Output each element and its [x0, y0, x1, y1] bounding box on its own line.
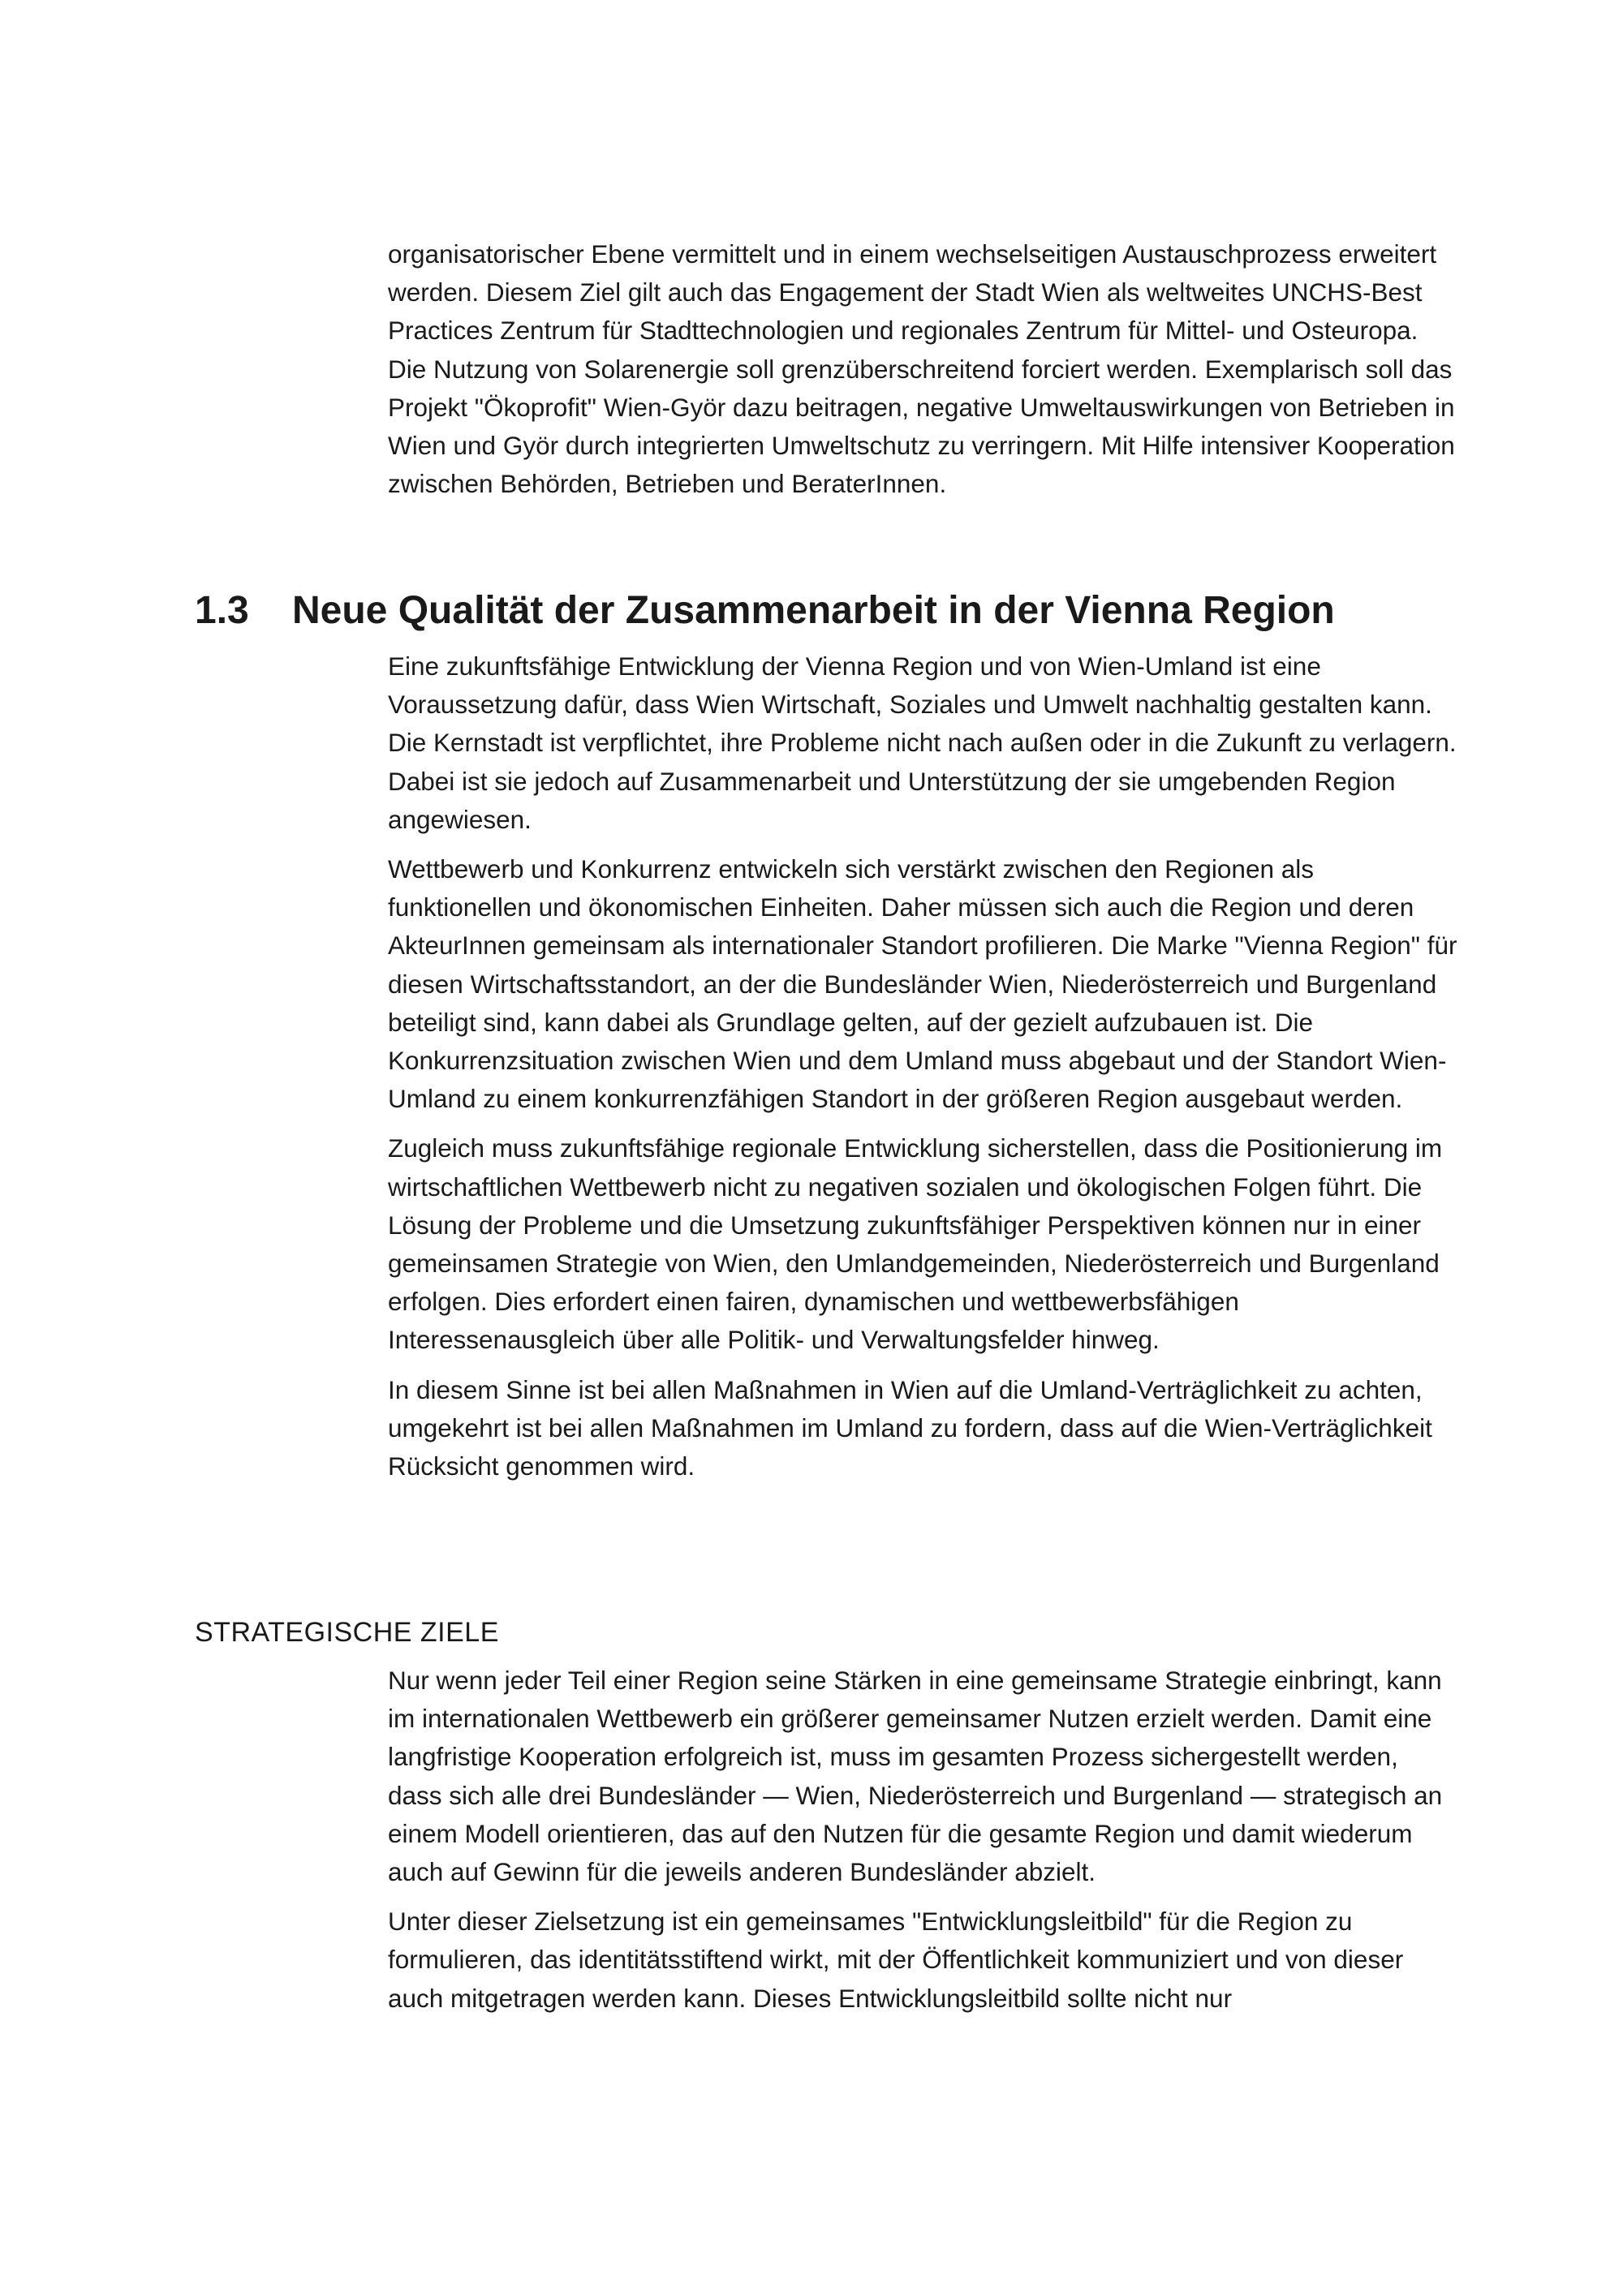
- intro-paragraph: organisatorischer Ebene vermittelt und in einem wechselseitigen Austauschprozess erweitert werden. Diesem Ziel gilt auch das Engagement der Stadt Wien als weltweites UNCHS-Best Practices Zentrum für Stadttechnologien und regionales Zentrum für Mittel- und Osteuropa. Die Nutzung von Solarenergie soll grenzüberschreitend forciert werden. Exemplarisch soll das Projekt "Ökoprofit" Wien-Györ dazu beitragen, negative Umweltauswirkungen von Betrieben in Wien und Györ durch integrierten Umweltschutz zu verringern. Mit Hilfe intensiver Kooperation zwischen Behörden, Betrieben und BeraterInnen.: [388, 239, 1455, 499]
- body-paragraph: In diesem Sinne ist bei allen Maßnahmen in Wien auf die Umland-Verträglichkeit zu achten, umgekehrt ist bei allen Maßnahmen im Umland zu fordern, dass auf die Wien-Verträglichkeit Rücksicht genommen wird.: [388, 1374, 1432, 1481]
- section-heading: [195, 583, 1461, 639]
- body-paragraph: Eine zukunftsfähige Entwicklung der Vienna Region und von Wien-Umland ist eine Voraussetzung dafür, dass Wien Wirtschaft, Soziales und Umwelt nachhaltig gestalten kann. Die Kernstadt ist verpflichtet, ihre Probleme nicht nach außen oder in die Zukunft zu verlagern. Dabei ist sie jedoch auf Zusammenarbeit und Unterstützung der sie umgebenden Region angewiesen.: [388, 651, 1457, 834]
- body-paragraph: Zugleich muss zukunftsfähige regionale Entwicklung sicherstellen, dass die Positionierung im wirtschaftlichen Wettbewerb nicht zu negativen sozialen und ökologischen Folgen führt. Die Lösung der Probleme und die Umsetzung zukunftsfähiger Perspektiven können nur in einer gemeinsamen Strategie von Wien, den Umlandgemeinden, Niederösterreich und Burgenland erfolgen. Dies erfordert einen fairen, dynamischen und wettbewerbsfähigen Interessenausgleich über alle Politik- und Verwaltungsfelder hinweg.: [388, 1133, 1443, 1355]
- section-title: Neue Qualität der Zusammenarbeit in der Vienna Region: [292, 589, 1335, 632]
- section-number: 1.3: [195, 589, 249, 632]
- body-paragraph: Nur wenn jeder Teil einer Region seine Stärken in eine gemeinsame Strategie einbringt, kann im internationalen Wettbewerb ein größerer gemeinsamer Nutzen erzielt werden. Damit eine langfristige Kooperation erfolgreich ist, muss im gesamten Prozess sichergestellt werden, dass sich alle drei Bundesländer — Wien, Niederösterreich und Burgenland — strategisch an einem Modell orientieren, das auf den Nutzen für die gesamte Region und damit wiederum auch auf Gewinn für die jeweils anderen Bundesländer abzielt.: [388, 1666, 1443, 1887]
- body-paragraph: Wettbewerb und Konkurrenz entwickeln sich verstärkt zwischen den Regionen als funktionellen und ökonomischen Einheiten. Daher müssen sich auch die Region und deren AkteurInnen gemeinsam als internationaler Standort profilieren. Die Marke "Vienna Region" für diesen Wirtschaftsstandort, an der die Bundesländer Wien, Niederösterreich und Burgenland beteiligt sind, kann dabei als Grundlage gelten, auf der gezielt aufzubauen ist. Die Konkurrenzsituation zwischen Wien und dem Umland muss abgebaut und der Standort Wien-Umland zu einem konkurrenzfähigen Standort in der größeren Region ausgebaut werden.: [388, 854, 1457, 1114]
- intro-block: [388, 235, 1459, 503]
- section-body: [388, 647, 1459, 1497]
- body-paragraph: Unter dieser Zielsetzung ist ein gemeinsames "Entwicklungsleitbild" für die Region zu formulieren, das identitätsstiftend wirkt, mit der Öffentlichkeit kommuniziert und von dieser auch mitgetragen werden kann. Dieses Entwicklungsleitbild sollte nicht nur: [388, 1907, 1404, 2013]
- strategic-goals-heading: STRATEGISCHE ZIELE: [195, 1617, 499, 1648]
- strategic-body: [388, 1662, 1459, 2029]
